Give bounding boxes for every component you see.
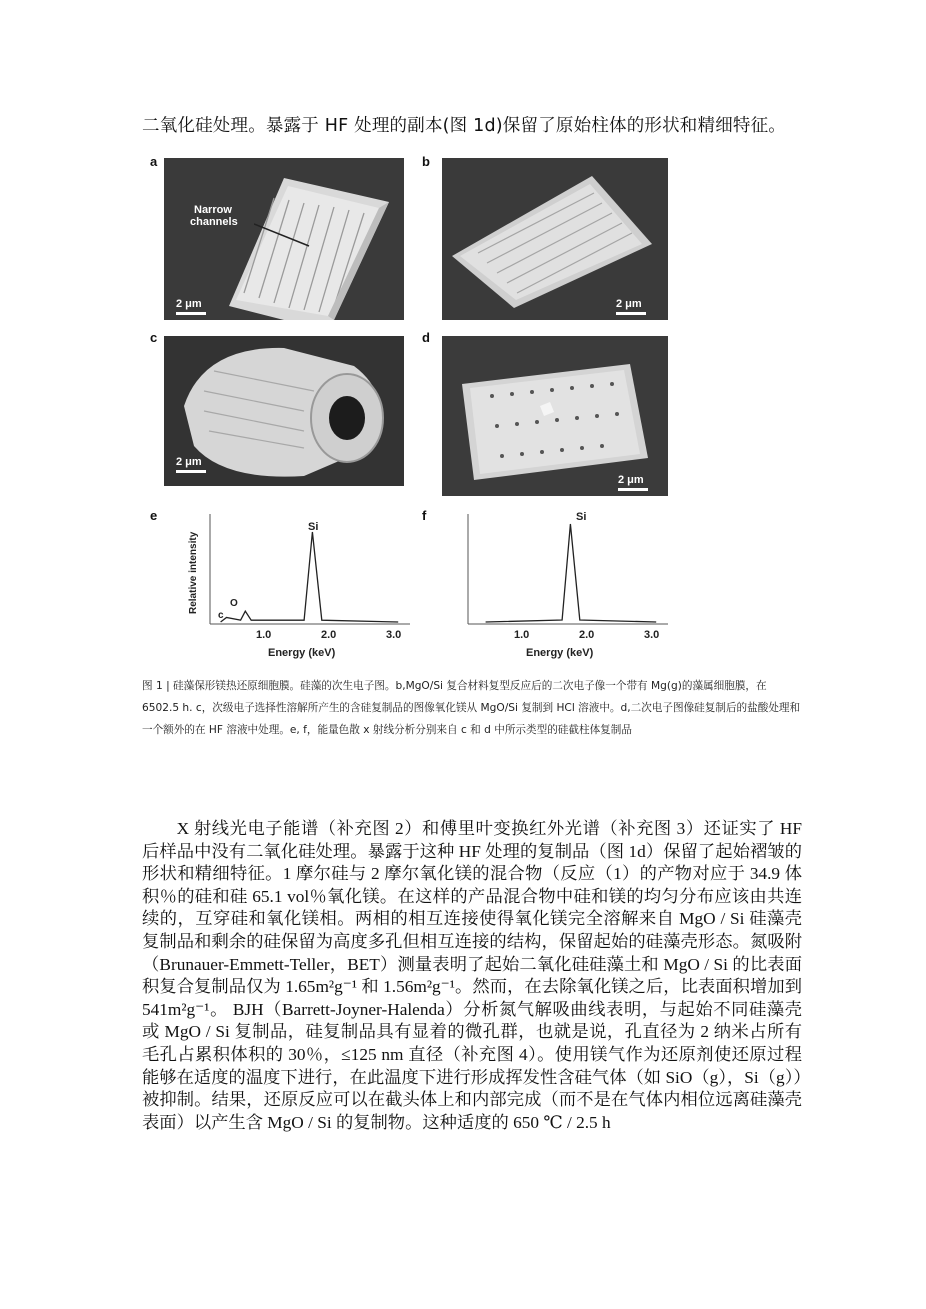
- panel-letter-e: e: [150, 508, 158, 523]
- peak-label-c: c: [218, 610, 224, 621]
- body-paragraph: [142, 818, 802, 1134]
- tick-e-2: 2.0: [321, 629, 337, 641]
- spectrum-f-series: [486, 524, 657, 622]
- annotation-channels: channels: [190, 216, 238, 228]
- tick-e-1: 1.0: [256, 629, 272, 641]
- scale-label-b: 2 μm: [616, 298, 642, 310]
- sem-image-d: [442, 336, 668, 496]
- tick-f-3: 3.0: [644, 629, 660, 641]
- peak-label-si-e: Si: [308, 521, 319, 533]
- spectrum-e: [172, 506, 412, 666]
- spectrum-e-ylabel: Relative intensity: [188, 531, 199, 614]
- scale-label-c: 2 μm: [176, 456, 202, 468]
- spectrum-e-xlabel: Energy (keV): [268, 647, 336, 659]
- spectrum-f: [438, 506, 678, 666]
- scale-label-d: 2 μm: [618, 474, 644, 486]
- tick-f-1: 1.0: [514, 629, 530, 641]
- top-line-text: 二氧化硅处理。暴露于 HF 处理的副本(图 1d)保留了原始柱体的形状和精细特征。: [142, 116, 787, 136]
- body-paragraph-text: X 射线光电子能谱（补充图 2）和傅里叶变换红外光谱（补充图 3）还证实了 HF 后样品中没有二氧化硅处理。暴露于这种 HF 处理的复制品（图 1d）保留了起始褶皱的形状和精细特征。1 摩尔硅与 2 摩尔氧化镁的混合物（反应（1）的产物对应于 34.9 体积％的硅和硅 65.1 vol％氧化镁。在这样的产品混合物中硅和镁的均匀分布应该由共连续的，互穿硅和氧化镁相。两相的相互连接使得氧化镁完全溶解来自 MgO / Si 硅藻壳复制品和剩余的硅保留为高度多孔但相互连接的结构，保留起始的硅藻壳形态。氮吸附（Brunauer-Emmett-Teller，BET）测量表明了起始二氧化硅硅藻土和 MgO / Si 的比表面积复合复制品仅为 1.65m²g⁻¹ 和 1.56m²g⁻¹。然而，在去除氧化镁之后，比表面积增加到 541m²g⁻¹。 BJH（Barrett-Joyner-Halenda）分析氮气解吸曲线表明，与起始不同硅藻壳或 MgO / Si 复制品，硅复制品具有显着的微孔群，也就是说，孔直径为 2 纳米占所有毛孔占累积体积的 30％，≤125 nm 直径（补充图 4）。使用镁气作为还原剂使还原过程能够在适度的温度下进行，在此温度下进行形成挥发性含硅气体（如 SiO（g），Si（g））被抑制。结果，还原反应可以在截头体上和内部完成（而不是在气体内相位远离硅藻壳表面）以产生含 MgO / Si 的复制物。这种适度的 650 ℃ / 2.5 h: [142, 819, 802, 1132]
- peak-label-si-f: Si: [576, 511, 587, 523]
- spectrum-f-xlabel: Energy (keV): [526, 647, 594, 659]
- panel-letter-f: f: [422, 508, 427, 523]
- figure-1: [142, 150, 702, 670]
- sem-image-a: [164, 158, 404, 320]
- panel-letter-c: c: [150, 330, 158, 345]
- panel-letter-b: b: [422, 154, 430, 169]
- spectrum-e-series: [221, 532, 399, 622]
- tick-f-2: 2.0: [579, 629, 595, 641]
- figure-caption: 图 1 | 硅藻保形镁热还原细胞膜。硅藻的次生电子图。b,MgO/Si 复合材料复型反应后的二次电子像一个带有 Mg(g)的藻属细胞膜，在 6502.5 h. c，次级电子选择性溶解所产生的含硅复制品的图像氧化镁从 MgO/Si 复制到 HCl 溶液中。d,二次电子图像硅复制后的盐酸处理和一个额外的在 HF 溶液中处理。e, f，能量色散 x 射线分析分别来自 c 和 d 中所示类型的硅截柱体复制品: [142, 680, 801, 736]
- annotation-narrow: Narrow: [194, 204, 232, 216]
- sem-image-c: [164, 336, 404, 486]
- sem-image-b: [442, 158, 668, 320]
- tick-e-3: 3.0: [386, 629, 402, 641]
- spectrum-f-axes: [468, 514, 668, 624]
- peak-label-o: O: [230, 598, 238, 609]
- scale-label-a: 2 μm: [176, 298, 202, 310]
- panel-letter-d: d: [422, 330, 430, 345]
- panel-letter-a: a: [150, 154, 158, 169]
